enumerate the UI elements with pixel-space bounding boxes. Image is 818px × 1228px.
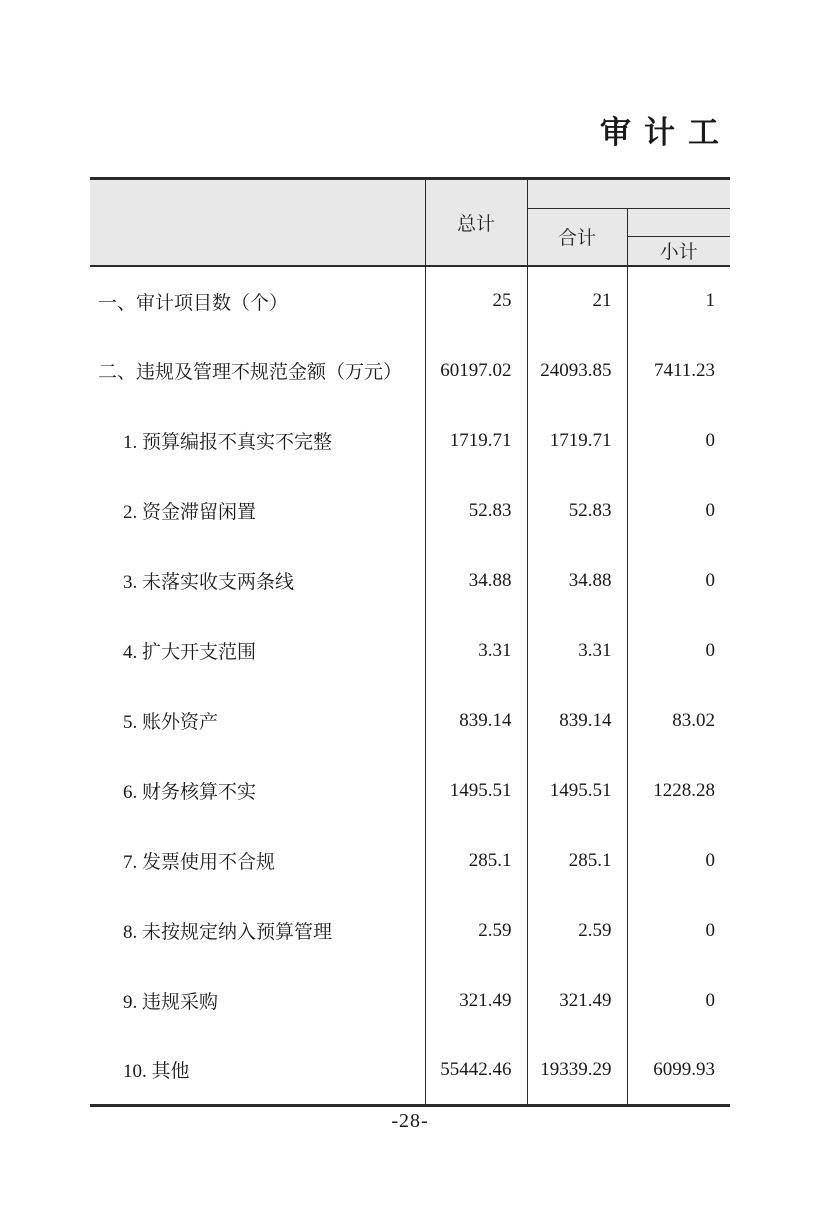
table-row	[90, 406, 730, 476]
row-label: 9. 违规采购	[123, 992, 219, 1013]
cell-combined: 285.1	[527, 826, 627, 896]
cell-subtotal: 0	[627, 546, 730, 616]
table-row	[90, 546, 730, 616]
cell-combined: 24093.85	[527, 336, 627, 406]
page-title: 审计工	[600, 115, 732, 150]
cell-combined: 839.14	[527, 686, 627, 756]
row-label: 1. 预算编报不真实不完整	[123, 432, 333, 453]
cell-subtotal: 7411.23	[627, 336, 730, 406]
header-group-band-cell	[527, 179, 730, 209]
audit-table	[90, 177, 730, 1107]
table-row	[90, 476, 730, 546]
cell-subtotal: 0	[627, 406, 730, 476]
header-total-cell: 总计	[425, 179, 527, 266]
cell-subtotal: 0	[627, 966, 730, 1036]
cell-total: 839.14	[425, 686, 527, 756]
cell-combined: 1719.71	[527, 406, 627, 476]
table-row	[90, 1036, 730, 1106]
row-label: 8. 未按规定纳入预算管理	[123, 922, 333, 943]
table-row	[90, 966, 730, 1036]
cell-combined: 321.49	[527, 966, 627, 1036]
cell-total: 321.49	[425, 966, 527, 1036]
cell-subtotal: 0	[627, 896, 730, 966]
cell-combined: 34.88	[527, 546, 627, 616]
cell-total: 25	[425, 266, 527, 336]
cell-total: 285.1	[425, 826, 527, 896]
cell-total: 55442.46	[425, 1036, 527, 1106]
cell-combined: 2.59	[527, 896, 627, 966]
cell-subtotal: 0	[627, 826, 730, 896]
table-row	[90, 686, 730, 756]
cell-total: 3.31	[425, 616, 527, 686]
cell-total: 2.59	[425, 896, 527, 966]
cell-subtotal: 0	[627, 476, 730, 546]
cell-total: 1719.71	[425, 406, 527, 476]
row-label: 10. 其他	[90, 1036, 425, 1106]
cell-subtotal: 0	[627, 616, 730, 686]
cell-combined: 3.31	[527, 616, 627, 686]
table-row	[90, 336, 730, 406]
row-label: 4. 扩大开支范围	[123, 642, 257, 663]
cell-combined: 19339.29	[527, 1036, 627, 1106]
cell-subtotal: 1228.28	[627, 756, 730, 826]
row-label: 6. 财务核算不实	[123, 782, 257, 803]
header-label-column-cell	[90, 179, 425, 266]
cell-combined: 1495.51	[527, 756, 627, 826]
row-label: 7. 发票使用不合规	[123, 852, 276, 873]
table-row	[90, 756, 730, 826]
table-row	[90, 266, 730, 336]
row-label: 2. 资金滞留闲置	[123, 502, 257, 523]
cell-subtotal: 1	[627, 266, 730, 336]
cell-total: 1495.51	[425, 756, 527, 826]
cell-total: 60197.02	[425, 336, 527, 406]
cell-combined: 52.83	[527, 476, 627, 546]
page-number: -28-	[391, 1110, 429, 1132]
table-header-row-1	[90, 179, 730, 209]
cell-subtotal: 6099.93	[627, 1036, 730, 1106]
header-combined-cell: 合计	[527, 209, 627, 266]
cell-total: 52.83	[425, 476, 527, 546]
cell-combined: 21	[527, 266, 627, 336]
header-subtotal-cell: 小计	[627, 237, 730, 266]
cell-total: 34.88	[425, 546, 527, 616]
table-row	[90, 896, 730, 966]
table-row	[90, 616, 730, 686]
row-label: 3. 未落实收支两条线	[123, 572, 295, 593]
row-label: 一、审计项目数（个）	[98, 292, 289, 314]
header-sub-band-cell	[627, 209, 730, 237]
row-label: 二、违规及管理不规范金额（万元）	[98, 362, 403, 383]
cell-subtotal: 83.02	[627, 686, 730, 756]
table-row	[90, 826, 730, 896]
row-label: 5. 账外资产	[123, 712, 219, 733]
